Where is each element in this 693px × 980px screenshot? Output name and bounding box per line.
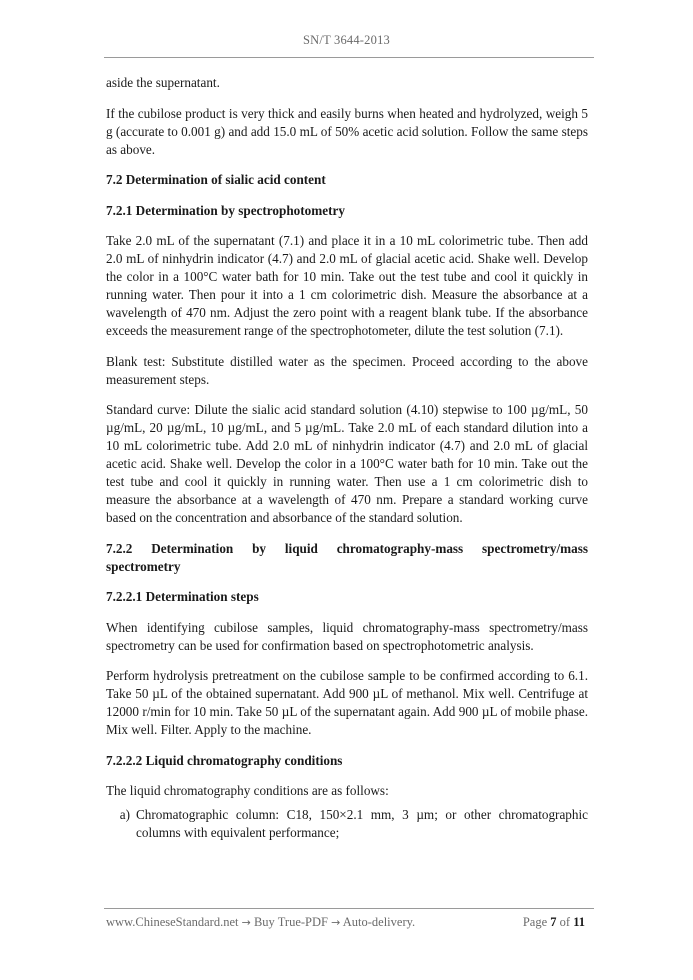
page-indicator [523,915,585,930]
paragraph-supernatant: aside the supernatant. [106,75,220,90]
heading-7-2-1: 7.2.1 Determination by spectrophotometry [106,202,345,218]
paragraph-spectrophotometry-procedure: Take 2.0 mL of the supernatant (7.1) and place it in a 10 mL colorimetric tube. Then add 2.0 mL of ninhydrin indicator (4.7) and 2.0 mL of glacial acetic acid. Shake well. Develop the color in a 100°C water bath for 10 min. Take out the test tube and cool it quickly in running water. Then pour it into a 1 cm colorimetric dish. Measure the absorbance at a wavelength of 470 nm. Adjust the zero point with a reagent blank tube. If the absorbance exceeds the measurement range of the spectrophotometer, dilute the test solution (7.1). [106,233,588,338]
arrow-right-icon: → [241,916,251,929]
paragraph-hydrolysis-pretreatment: Perform hydrolysis pretreatment on the cubilose sample to be confirmed according to 6.1. Take 50 µL of the obtained supernatant. Add 900 µL of methanol. Mix well. Centrifuge at 12000 r/min for 10 min. Take 50 µL of the supernatant again. Add 900 µL of mobile phase. Mix well. Filter. Apply to the machine. [106,668,588,737]
auto-delivery-text: Auto-delivery. [342,915,416,929]
paragraph-standard-curve: Standard curve: Dilute the sialic acid standard solution (4.10) stepwise to 100 µg/mL, 50 µg/mL, 20 µg/mL, 10 µg/mL, and 5 µg/mL. Take 2.0 mL of each standard dilution into a 10 mL colorimetric tube. Add 2.0 mL of ninhydrin indicator (4.7) and 2.0 mL of glacial acetic acid. Shake well. Develop the color in a 100°C water bath for 10 min. Take out the test tube and cool it quickly in running water. Then use a 1 cm colorimetric dish to measure the absorbance at a wavelength of 470 nm. Prepare a standard working curve based on the concentration and absorbance of the standard solution. [106,402,588,525]
list-item-a [106,806,588,842]
footer-divider [104,908,594,909]
heading-7-2-2-2: 7.2.2.2 Liquid chromatography conditions [106,752,343,768]
header-divider [104,57,594,58]
paragraph-blank-test: Blank test: Substitute distilled water as the specimen. Proceed according to the above measurement steps. [106,353,588,387]
heading-7-2: 7.2 Determination of sialic acid content [106,172,326,187]
page-current: 7 [550,915,557,929]
list-text-a: Chromatographic column: C18, 150×2.1 mm, 3 µm; or other chromatographic columns with equivalent performance; [136,807,588,840]
page-total: 11 [573,915,585,929]
paragraph-thick-product: If the cubilose product is very thick and easily burns when heated and hydrolyzed, weigh 5 g (accurate to 0.001 g) and add 15.0 mL of 50% acetic acid solution. Follow the same steps as above. [106,105,588,157]
paragraph-lc-conditions-intro: The liquid chromatography conditions are as follows: [106,783,389,798]
buy-true-pdf-link[interactable]: Buy True-PDF [253,915,328,929]
list-marker-a: a) [119,807,130,822]
paragraph-lcms-identification: When identifying cubilose samples, liquid chromatography-mass spectrometry/mass spectrometry can be used for confirmation based on spectrophotometric analysis. [106,619,588,653]
page-content [106,74,588,842]
heading-7-2-2-1: 7.2.2.1 Determination steps [106,589,259,604]
page-label: Page [522,915,548,929]
heading-7-2-2 [106,540,588,576]
heading-7-2-2-line1: 7.2.2 Determination by liquid chromatography-mass spectrometry/mass [106,540,588,556]
footer-links [106,915,415,930]
heading-7-2-2-line2: spectrometry [106,558,181,574]
arrow-right-icon: → [331,916,341,929]
site-link[interactable]: www.ChineseStandard.net [106,915,239,929]
standard-number-header: SN/T 3644-2013 [303,33,390,47]
of-label: of [559,915,571,929]
